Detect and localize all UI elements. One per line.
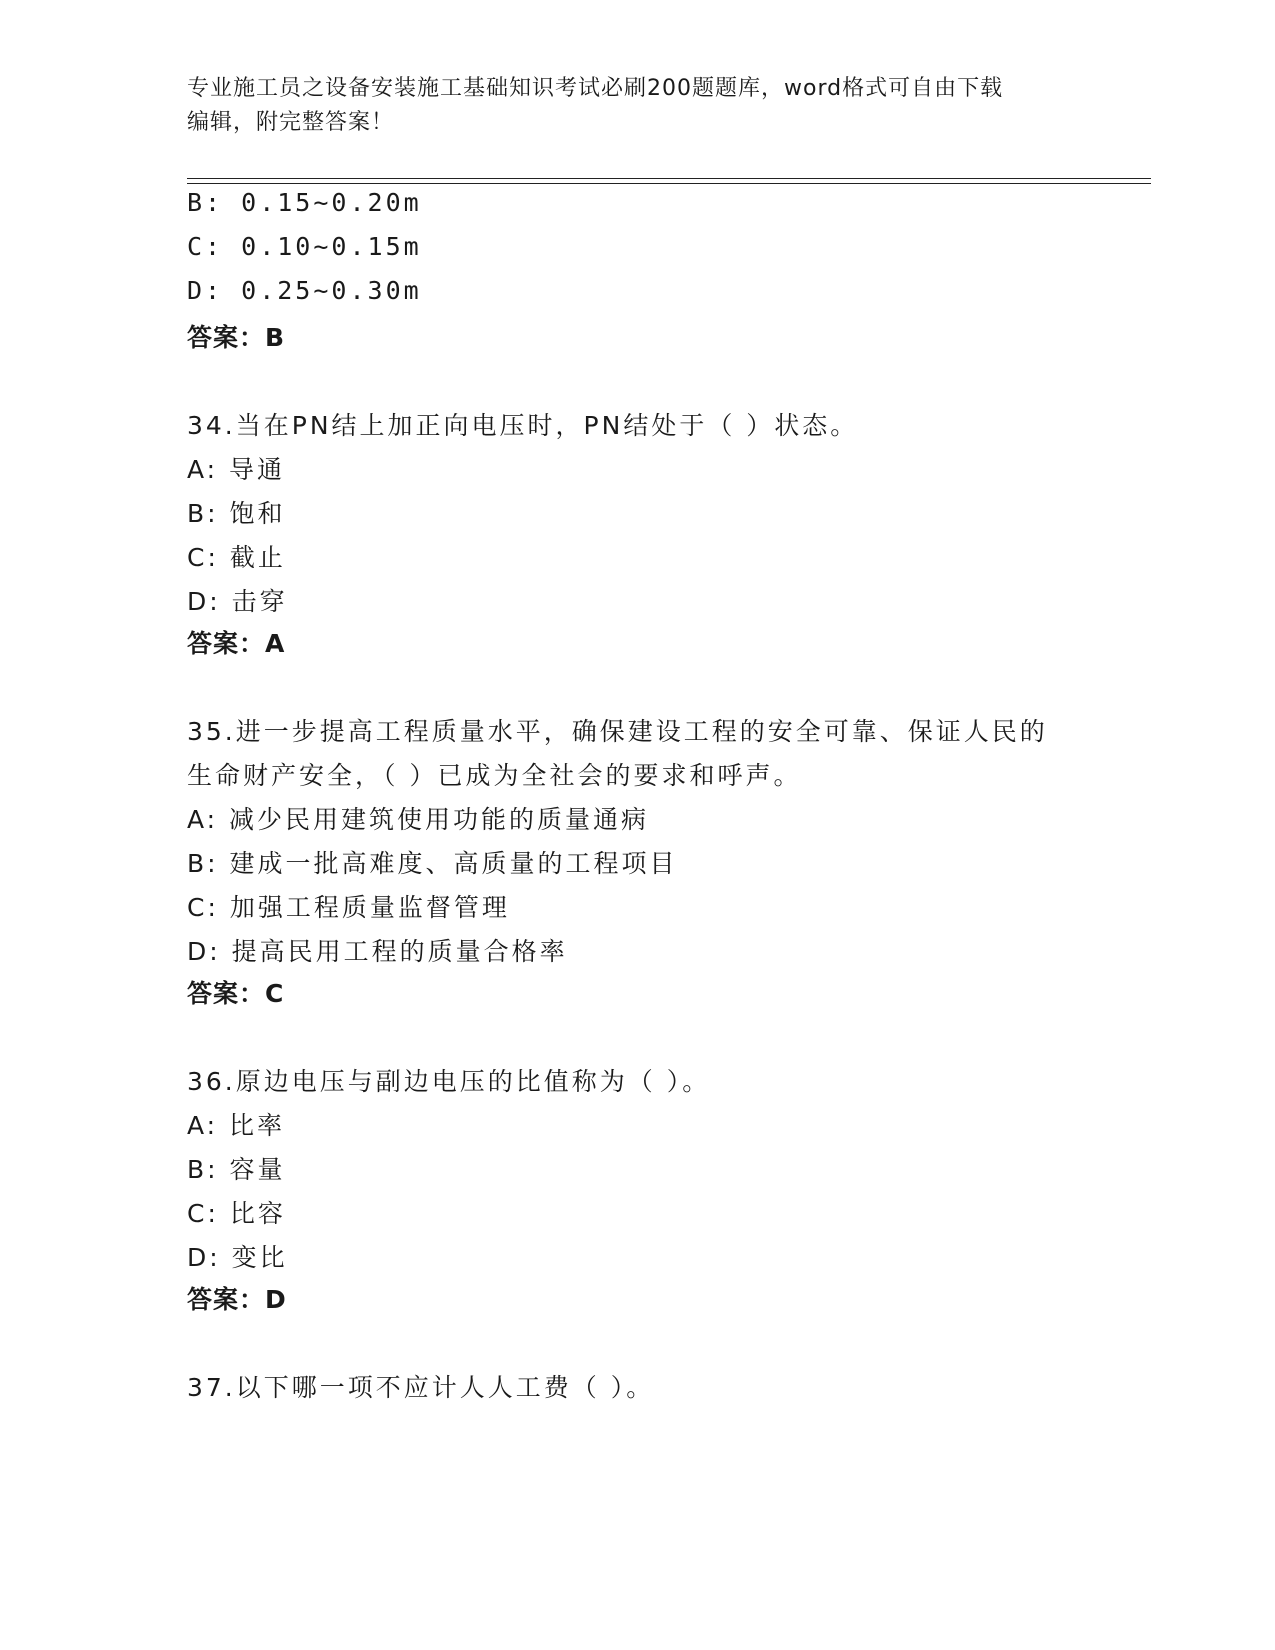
q34-option-c: C: 截止 — [187, 543, 286, 572]
q35-option-a: A: 减少民用建筑使用功能的质量通病 — [187, 805, 650, 834]
header-rule-bottom — [187, 183, 1151, 184]
header-rule-top — [187, 178, 1151, 179]
q36-question: 36.原边电压与副边电压的比值称为（ ）。 — [187, 1067, 711, 1096]
q34-question: 34.当在PN结上加正向电压时，PN结处于（ ）状态。 — [187, 411, 859, 440]
q34-option-b: B: 饱和 — [187, 499, 286, 528]
q35-question-line-2: 生命财产安全，（ ）已成为全社会的要求和呼声。 — [187, 761, 802, 790]
q35-option-c: C: 加强工程质量监督管理 — [187, 893, 510, 922]
q35-question-line-1: 35.进一步提高工程质量水平，确保建设工程的安全可靠、保证人民的 — [187, 717, 1048, 746]
q33-option-b: B: 0.15~0.20m — [187, 188, 422, 217]
q37-question: 37.以下哪一项不应计人人工费（ ）。 — [187, 1373, 655, 1402]
q33-answer: 答案：B — [187, 323, 286, 352]
document-header — [187, 72, 1087, 140]
q36-option-d: D: 变比 — [187, 1243, 288, 1272]
header-line-2: 编辑，附完整答案！ — [187, 110, 395, 135]
q36-answer: 答案：D — [187, 1285, 287, 1314]
q34-option-d: D: 击穿 — [187, 587, 288, 616]
q36-option-a: A: 比率 — [187, 1111, 286, 1140]
q33-option-c: C: 0.10~0.15m — [187, 232, 422, 261]
q36-option-b: B: 容量 — [187, 1155, 286, 1184]
q34-answer: 答案：A — [187, 629, 286, 658]
header-line-1: 专业施工员之设备安装施工基础知识考试必刷200题题库，word格式可自由下载 — [187, 76, 1004, 101]
q35-option-b: B: 建成一批高难度、高质量的工程项目 — [187, 849, 678, 878]
q33-option-d: D: 0.25~0.30m — [187, 276, 422, 305]
q35-option-d: D: 提高民用工程的质量合格率 — [187, 937, 568, 966]
q36-option-c: C: 比容 — [187, 1199, 286, 1228]
q35-answer: 答案：C — [187, 979, 285, 1008]
q34-option-a: A: 导通 — [187, 455, 286, 484]
